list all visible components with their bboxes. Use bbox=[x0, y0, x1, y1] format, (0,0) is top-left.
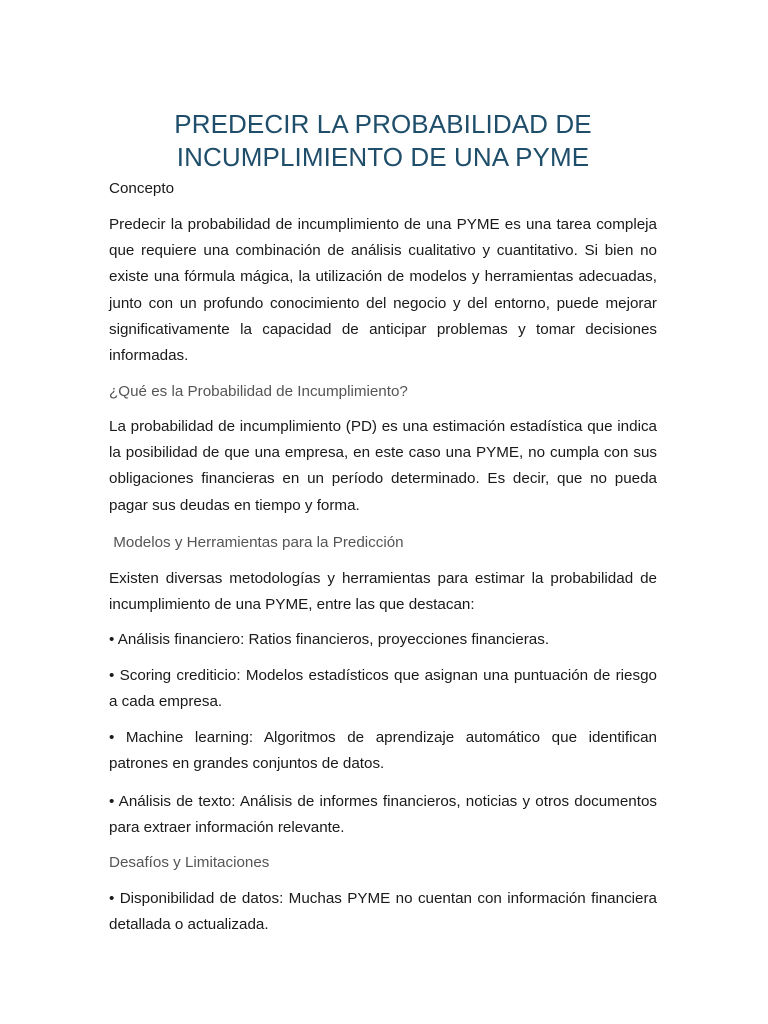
section-heading-pd: ¿Qué es la Probabilidad de Incumplimiento? bbox=[109, 383, 408, 400]
intro-paragraph: Predecir la probabilidad de incumplimiento de una PYME es una tarea compleja que requiere una combinación de análisis cualitativo y cuantitativo. Si bien no existe una fórmula mágica, la utilización de modelos y herramientas adecuadas, junto con un profundo conocimiento del negocio y del entorno, puede mejorar significativamente la capacidad de anticipar problemas y tomar decisiones informadas. bbox=[109, 216, 657, 365]
bullet-text-analysis: • Análisis de texto: Análisis de informes financieros, noticias y otros documentos para extraer información relevante. bbox=[109, 793, 657, 837]
concept-label: Concepto bbox=[109, 180, 175, 197]
bullet-data-availability: • Disponibilidad de datos: Muchas PYME no cuentan con información financiera detallada o actualizada. bbox=[109, 890, 657, 934]
document-title: PREDECIR LA PROBABILIDAD DE INCUMPLIMIENTO DE UNA PYME bbox=[174, 109, 592, 172]
bullet-credit-scoring: • Scoring crediticio: Modelos estadísticos que asignan una puntuación de riesgo a cada empresa. bbox=[109, 667, 657, 711]
bullet-machine-learning: • Machine learning: Algoritmos de aprendizaje automático que identifican patrones en grandes conjuntos de datos. bbox=[109, 729, 657, 773]
section-heading-models: Modelos y Herramientas para la Predicción bbox=[109, 534, 404, 551]
models-paragraph: Existen diversas metodologías y herramientas para estimar la probabilidad de incumplimiento de una PYME, entre las que destacan: bbox=[109, 570, 657, 614]
section-heading-challenges: Desafíos y Limitaciones bbox=[109, 854, 270, 871]
bullet-financial-analysis: • Análisis financiero: Ratios financieros, proyecciones financieras. bbox=[109, 631, 550, 648]
pd-paragraph: La probabilidad de incumplimiento (PD) es una estimación estadística que indica la posibilidad de que una empresa, en este caso una PYME, no cumpla con sus obligaciones financieras en un período determinado. Es decir, que no pueda pagar sus deudas en tiempo y forma. bbox=[109, 418, 657, 514]
